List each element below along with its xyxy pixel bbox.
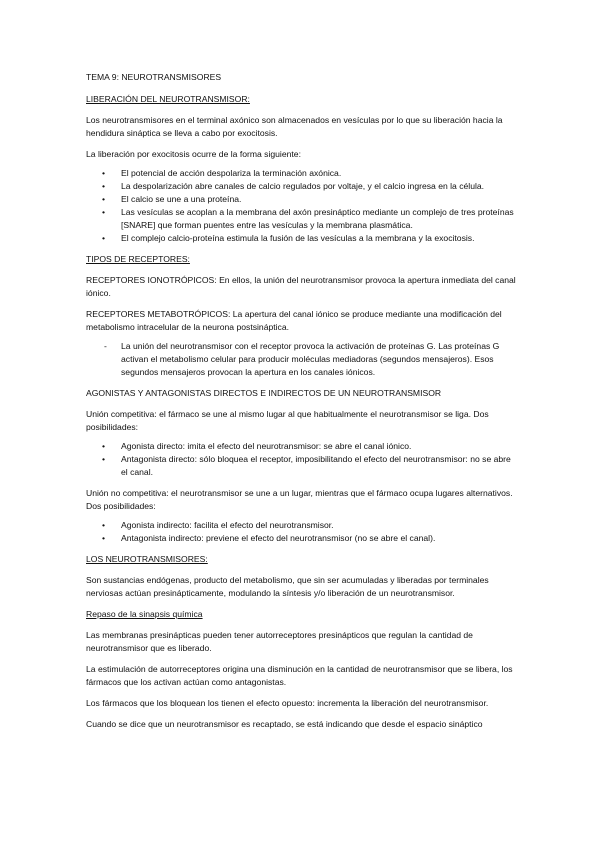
section-heading-repaso: Repaso de la sinapsis química xyxy=(86,609,203,619)
section-heading-receptores: TIPOS DE RECEPTORES: xyxy=(86,254,190,264)
paragraph: Los neurotransmisores en el terminal axónico son almacenados en vesículas por lo que su liberación hacia la hendidura sináptica se lleva a cabo por exocitosis. xyxy=(86,115,503,138)
paragraph: Son sustancias endógenas, producto del metabolismo, que sin ser acumuladas y liberadas por terminales nerviosas actúan presinápticamente, modulando la síntesis y/o liberación de un neurotransmisor. xyxy=(86,575,489,598)
paragraph: RECEPTORES IONOTRÓPICOS: En ellos, la unión del neurotransmisor provoca la apertura inmediata del canal iónico. xyxy=(86,275,516,298)
list-item: • La despolarización abre canales de calcio regulados por voltaje, y el calcio ingresa en la célula. xyxy=(86,180,516,193)
bullet-list-exocitosis xyxy=(86,167,516,245)
list-item: • Agonista directo: imita el efecto del neurotransmisor: se abre el canal iónico. xyxy=(86,440,516,453)
bullet-list-competitiva xyxy=(86,440,516,479)
document-content xyxy=(86,71,516,739)
list-item: • El potencial de acción despolariza la terminación axónica. xyxy=(86,167,516,180)
list-item: • Antagonista directo: sólo bloquea el receptor, imposibilitando el efecto del neurotransmisor: no se abre el canal. xyxy=(86,453,516,479)
section-heading-neurotransmisores: LOS NEUROTRANSMISORES: xyxy=(86,554,208,564)
paragraph: Unión competitiva: el fármaco se une al mismo lugar al que habitualmente el neurotransmisor se liga. Dos posibilidades: xyxy=(86,409,489,432)
paragraph: RECEPTORES METABOTRÓPICOS: La apertura del canal iónico se produce mediante una modificación del metabolismo intracelular de la neurona postsináptica. xyxy=(86,309,502,332)
section-heading-liberacion: LIBERACIÓN DEL NEUROTRANSMISOR: xyxy=(86,94,250,104)
paragraph: La estimulación de autorreceptores origina una disminución en la cantidad de neurotransmisor que se libera, los fármacos que los activan actúan como antagonistas. xyxy=(86,664,513,687)
list-item: • Las vesículas se acoplan a la membrana del axón presináptico mediante un complejo de tres proteínas [SNARE] que forman puentes entre las vesículas y la membrana plasmática. xyxy=(86,206,516,232)
page-title: TEMA 9: NEUROTRANSMISORES xyxy=(86,72,222,82)
list-item: - La unión del neurotransmisor con el receptor provoca la activación de proteínas G. Las proteínas G activan el metabolismo celular para producir moléculas mediadoras (segundos mensajeros). Esos segundos mensajeros provocan la apertura en los canales iónicos. xyxy=(86,340,516,379)
list-item: • El calcio se une a una proteína. xyxy=(86,193,516,206)
bullet-list-no-competitiva xyxy=(86,519,516,545)
paragraph: La liberación por exocitosis ocurre de la forma siguiente: xyxy=(86,149,301,159)
paragraph: Unión no competitiva: el neurotransmisor se une a un lugar, mientras que el fármaco ocupa lugares alternativos. Dos posibilidades: xyxy=(86,488,513,511)
dash-list xyxy=(86,340,516,379)
list-item: • El complejo calcio-proteína estimula la fusión de las vesículas a la membrana y la exocitosis. xyxy=(86,232,516,245)
list-item: • Agonista indirecto: facilita el efecto del neurotransmisor. xyxy=(86,519,516,532)
paragraph: Los fármacos que los bloquean los tienen el efecto opuesto: incrementa la liberación del neurotransmisor. xyxy=(86,698,489,708)
paragraph: Las membranas presinápticas pueden tener autorreceptores presinápticos que regulan la cantidad de neurotransmisor que es liberado. xyxy=(86,630,473,653)
paragraph: Cuando se dice que un neurotransmisor es recaptado, se está indicando que desde el espacio sináptico xyxy=(86,719,483,729)
section-heading-agonistas: AGONISTAS Y ANTAGONISTAS DIRECTOS E INDIRECTOS DE UN NEUROTRANSMISOR xyxy=(86,388,442,398)
list-item: • Antagonista indirecto: previene el efecto del neurotransmisor (no se abre el canal). xyxy=(86,532,516,545)
